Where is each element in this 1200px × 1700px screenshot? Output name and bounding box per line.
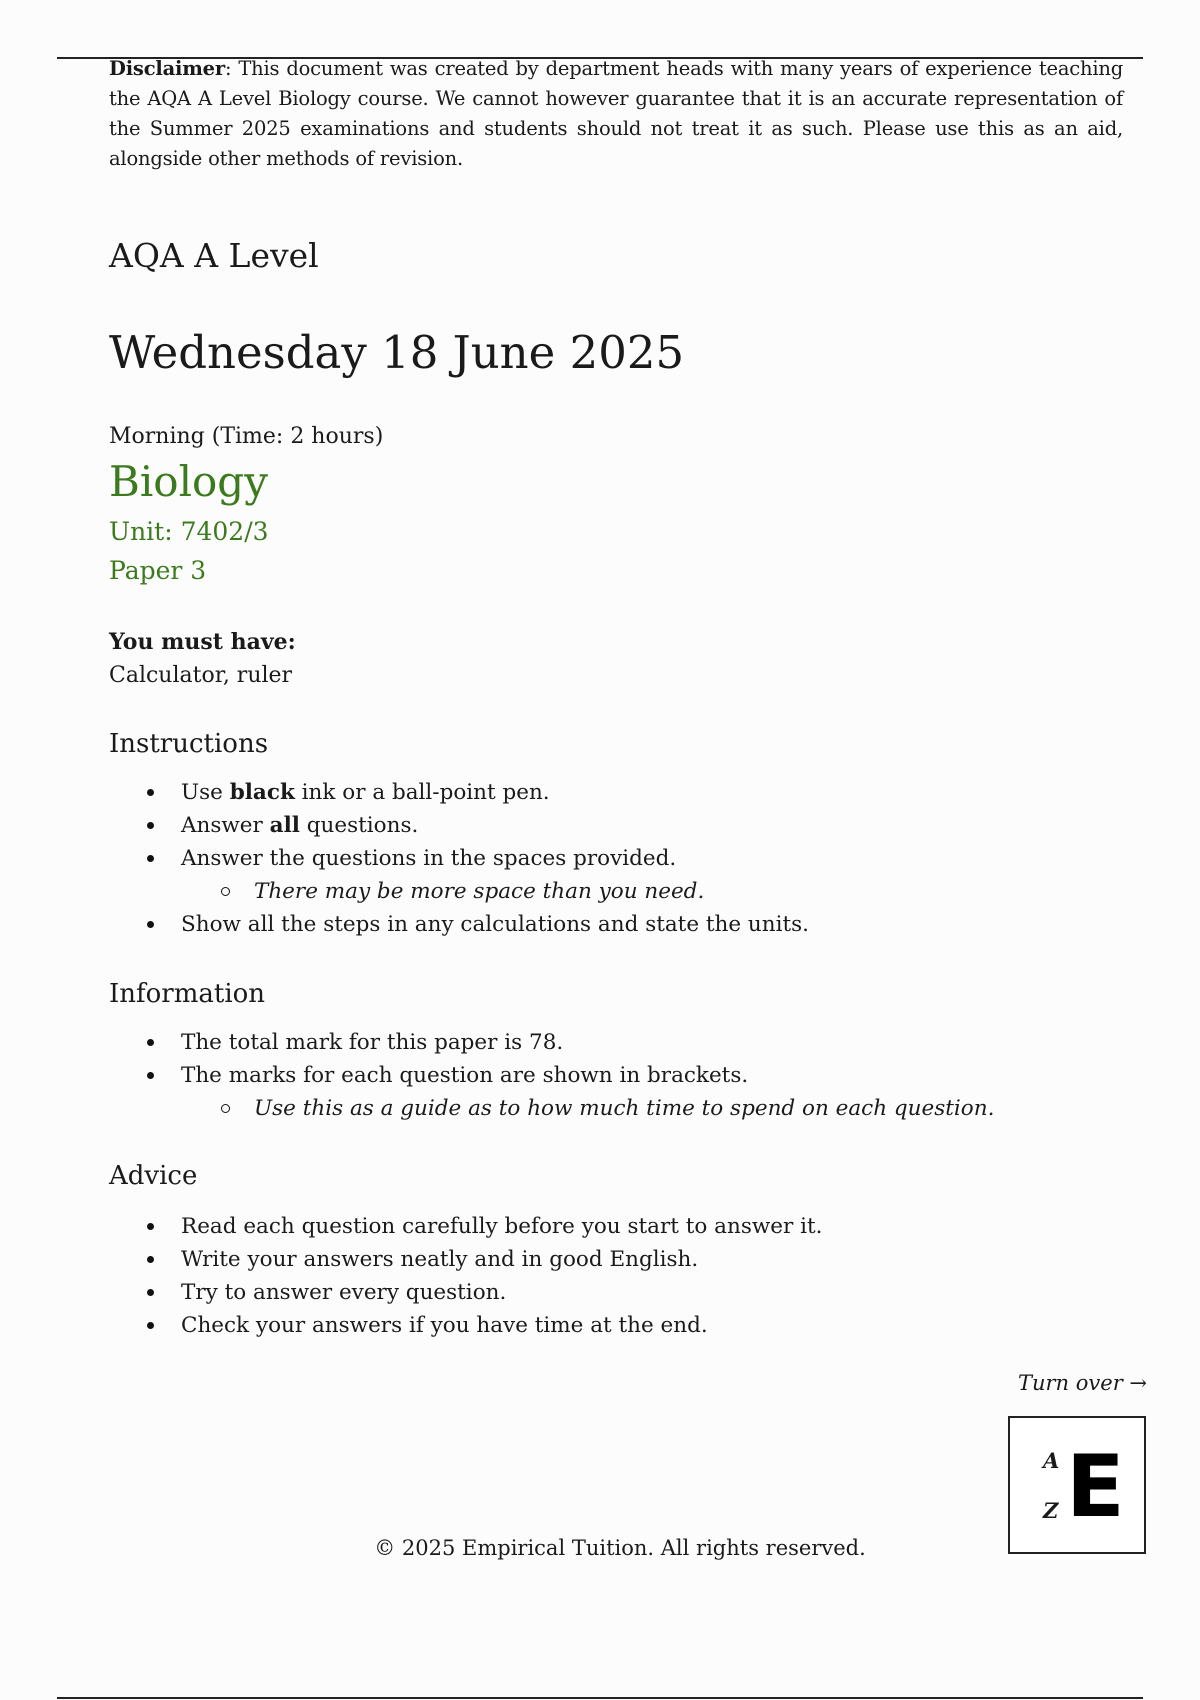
requirements-label: You must have: <box>109 629 296 655</box>
sub-list-item <box>109 1092 994 1125</box>
advice-heading: Advice <box>109 1161 198 1191</box>
copyright-notice: © 2025 Empirical Tuition. All rights reserved. <box>374 1536 866 1560</box>
information-list <box>109 1026 994 1125</box>
list-item <box>109 1243 822 1276</box>
turn-over-note: Turn over → <box>1017 1371 1147 1395</box>
advice-list <box>109 1210 822 1342</box>
bullet-icon <box>147 1072 154 1079</box>
bullet-icon <box>147 921 154 928</box>
item-text: Write your answers neatly and in good English. <box>181 1247 699 1272</box>
exam-date: Wednesday 18 June 2025 <box>109 326 685 379</box>
hollow-bullet-icon <box>221 887 230 896</box>
item-text: The total mark for this paper is 78. <box>181 1030 564 1055</box>
information-heading: Information <box>109 979 266 1009</box>
instructions-list <box>109 776 809 941</box>
list-item <box>109 842 809 875</box>
item-text-post: questions. <box>299 813 419 838</box>
subject-title: Biology <box>109 457 268 506</box>
hollow-bullet-icon <box>221 1104 230 1113</box>
logo-letter-z: Z <box>1043 1498 1059 1523</box>
item-text: Read each question carefully before you start to answer it. <box>181 1214 823 1239</box>
bullet-icon <box>147 855 154 862</box>
list-item <box>109 776 809 809</box>
requirements-value: Calculator, ruler <box>109 663 293 688</box>
item-text: Try to answer every question. <box>181 1280 507 1305</box>
disclaimer <box>109 54 1123 174</box>
paper-number: Paper 3 <box>109 556 207 585</box>
bullet-icon <box>147 1039 154 1046</box>
disclaimer-label: Disclaimer <box>109 57 225 80</box>
item-text-bold: black <box>229 780 295 805</box>
list-item <box>109 1026 994 1059</box>
logo-letter-a: A <box>1043 1448 1060 1473</box>
logo-letter-e: E <box>1066 1437 1125 1537</box>
list-item <box>109 1276 822 1309</box>
disclaimer-text: : This document was created by department heads with many years of experience teaching the AQA A Level Biology course. We cannot however guarantee that it is an accurate representation of the Summer 2025 examinations and students should not treat it as such. Please use this as an aid, alongside other methods of revision. <box>109 57 1123 170</box>
item-text-pre: Answer <box>181 813 270 838</box>
sub-item-text: There may be more space than you need. <box>254 879 705 904</box>
list-item <box>109 1059 994 1092</box>
bullet-icon <box>147 1256 154 1263</box>
exam-session: Morning (Time: 2 hours) <box>109 424 384 449</box>
item-text-post: ink or a ball-point pen. <box>294 780 550 805</box>
bullet-icon <box>147 1223 154 1230</box>
bullet-icon <box>147 1289 154 1296</box>
sub-list-item <box>109 875 809 908</box>
list-item <box>109 1210 822 1243</box>
sub-item-text: Use this as a guide as to how much time to spend on each question. <box>254 1096 995 1121</box>
exam-board: AQA A Level <box>109 236 319 275</box>
item-text: Answer the questions in the spaces provided. <box>181 846 677 871</box>
unit-code: Unit: 7402/3 <box>109 517 269 546</box>
item-text: Show all the steps in any calculations and state the units. <box>181 912 810 937</box>
item-text-bold: all <box>269 813 300 838</box>
list-item <box>109 809 809 842</box>
list-item <box>109 1309 822 1342</box>
bullet-icon <box>147 822 154 829</box>
bullet-icon <box>147 789 154 796</box>
item-text: The marks for each question are shown in brackets. <box>181 1063 749 1088</box>
item-text-pre: Use <box>181 780 230 805</box>
bottom-rule <box>57 1697 1143 1699</box>
bullet-icon <box>147 1322 154 1329</box>
list-item <box>109 908 809 941</box>
instructions-heading: Instructions <box>109 729 269 759</box>
item-text: Check your answers if you have time at the end. <box>181 1313 708 1338</box>
